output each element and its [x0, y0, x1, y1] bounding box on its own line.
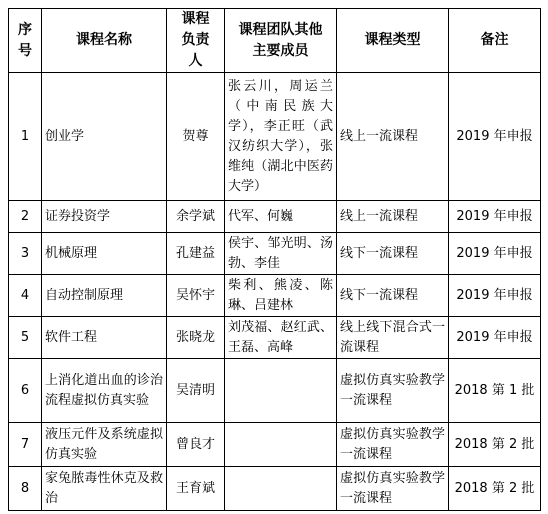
row-type: 线下一流课程 — [337, 233, 449, 275]
row-note: 2019 年申报 — [449, 317, 541, 359]
row-course-name: 创业学 — [42, 73, 167, 201]
row-team — [225, 359, 337, 423]
header-num: 序号 — [9, 9, 42, 73]
row-type: 线下一流课程 — [337, 275, 449, 317]
row-note: 2018 第 1 批 — [449, 359, 541, 423]
row-leader: 吴清明 — [167, 359, 225, 423]
header-row — [9, 9, 541, 73]
row-note: 2019 年申报 — [449, 73, 541, 201]
row-type: 线上一流课程 — [337, 73, 449, 201]
course-table — [8, 8, 541, 511]
row-num: 3 — [9, 233, 42, 275]
row-note: 2018 第 2 批 — [449, 467, 541, 511]
row-num: 4 — [9, 275, 42, 317]
row-num: 2 — [9, 201, 42, 233]
row-type: 线上一流课程 — [337, 201, 449, 233]
row-leader: 张晓龙 — [167, 317, 225, 359]
row-course-name: 证券投资学 — [42, 201, 167, 233]
header-type: 课程类型 — [337, 9, 449, 73]
row-leader: 曾良才 — [167, 423, 225, 467]
row-leader: 吴怀宇 — [167, 275, 225, 317]
row-type: 虚拟仿真实验教学一流课程 — [337, 359, 449, 423]
row-num: 7 — [9, 423, 42, 467]
table-row — [9, 233, 541, 275]
row-team: 代军、何巍 — [225, 201, 337, 233]
header-team: 课程团队其他主要成员 — [225, 9, 337, 73]
row-note: 2019 年申报 — [449, 201, 541, 233]
row-leader: 孔建益 — [167, 233, 225, 275]
header-note: 备注 — [449, 9, 541, 73]
row-course-name: 自动控制原理 — [42, 275, 167, 317]
row-team: 张云川，周运兰（中南民族大学），李正旺（武汉纺织大学），张维纯（湖北中医药大学） — [225, 73, 337, 201]
row-num: 6 — [9, 359, 42, 423]
row-note: 2019 年申报 — [449, 275, 541, 317]
table-row — [9, 201, 541, 233]
row-leader: 贺尊 — [167, 73, 225, 201]
row-course-name: 上消化道出血的诊治流程虚拟仿真实验 — [42, 359, 167, 423]
table-row — [9, 317, 541, 359]
row-type: 虚拟仿真实验教学一流课程 — [337, 467, 449, 511]
table-row — [9, 467, 541, 511]
row-team — [225, 423, 337, 467]
row-type: 线上线下混合式一流课程 — [337, 317, 449, 359]
row-num: 5 — [9, 317, 42, 359]
table-row — [9, 423, 541, 467]
row-leader: 余学斌 — [167, 201, 225, 233]
header-course-name: 课程名称 — [42, 9, 167, 73]
header-leader: 课程负责人 — [167, 9, 225, 73]
row-team: 侯宇、邹光明、汤勃、李佳 — [225, 233, 337, 275]
row-note: 2019 年申报 — [449, 233, 541, 275]
row-note: 2018 第 2 批 — [449, 423, 541, 467]
row-team: 柴利、熊凌、陈琳、吕建林 — [225, 275, 337, 317]
row-course-name: 液压元件及系统虚拟仿真实验 — [42, 423, 167, 467]
table-row — [9, 73, 541, 201]
row-num: 1 — [9, 73, 42, 201]
row-leader: 王育斌 — [167, 467, 225, 511]
table-row — [9, 275, 541, 317]
row-type: 虚拟仿真实验教学一流课程 — [337, 423, 449, 467]
row-course-name: 机械原理 — [42, 233, 167, 275]
row-course-name: 家兔脓毒性休克及救治 — [42, 467, 167, 511]
row-team — [225, 467, 337, 511]
row-num: 8 — [9, 467, 42, 511]
row-team: 刘茂福、赵红武、王磊、高峰 — [225, 317, 337, 359]
row-course-name: 软件工程 — [42, 317, 167, 359]
table-row — [9, 359, 541, 423]
